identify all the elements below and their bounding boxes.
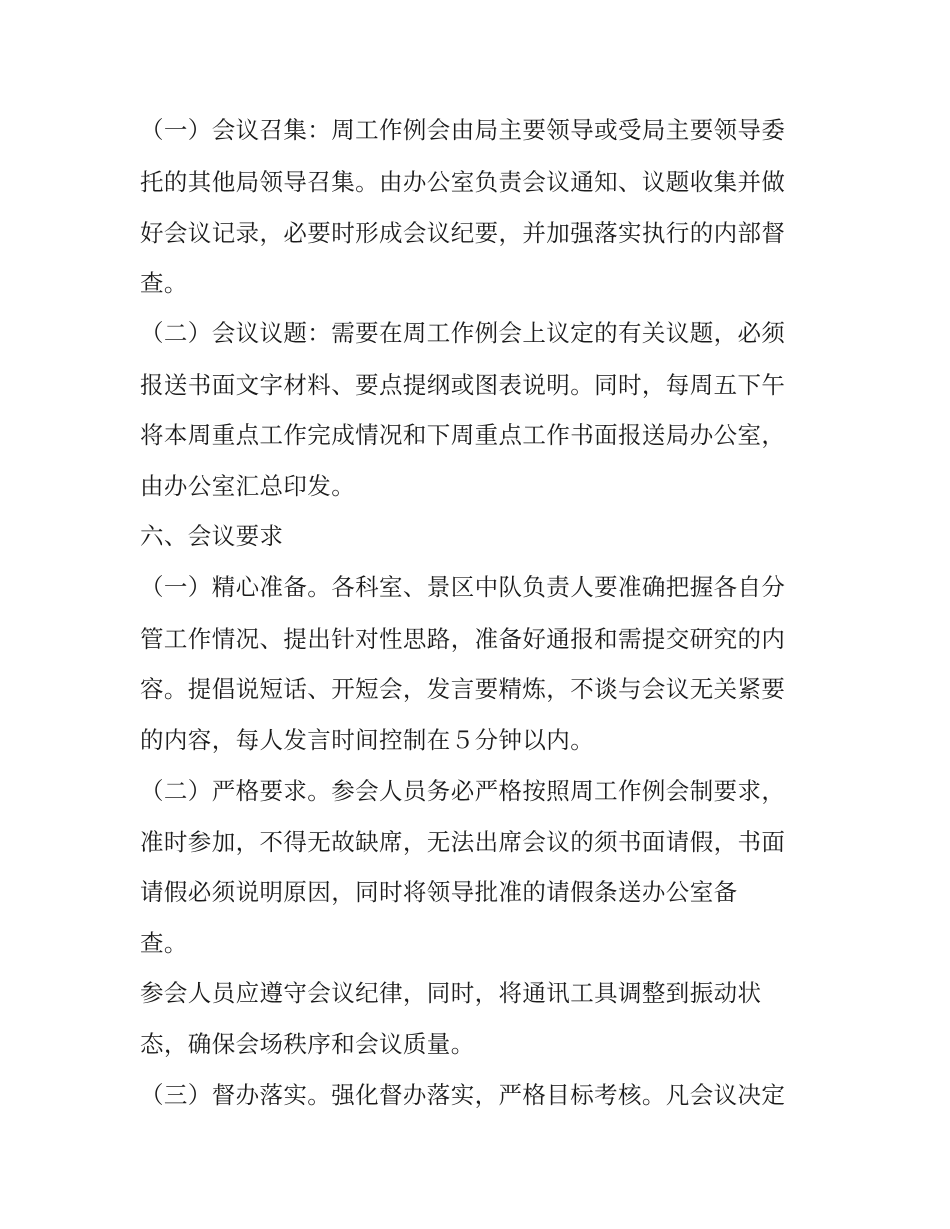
para-1-line-4: 查。 <box>140 269 188 297</box>
para-4-line-1: （二）严格要求。参会人员务必严格按照周工作例会制要求， <box>140 777 786 805</box>
para-1-line-2: 托的其他局领导召集。由办公室负责会议通知、议题收集并做 <box>140 168 786 196</box>
para-6-line-1: （三）督办落实。强化督办落实，严格目标考核。凡会议决定 <box>140 1081 786 1109</box>
para-5-line-1: 参会人员应遵守会议纪律，同时，将通讯工具调整到振动状 <box>140 979 762 1007</box>
para-3-line-3: 容。提倡说短话、开短会，发言要精炼，不谈与会议无关紧要 <box>140 675 786 703</box>
para-3-line-2: 管工作情况、提出针对性思路，准备好通报和需提交研究的内 <box>140 625 786 653</box>
para-3-line-1: （一）精心准备。各科室、景区中队负责人要准确把握各自分 <box>140 573 786 601</box>
para-2-line-2: 报送书面文字材料、要点提纲或图表说明。同时，每周五下午 <box>140 371 786 399</box>
para-3-line-4: 的内容，每人发言时间控制在５分钟以内。 <box>140 726 595 754</box>
para-4-line-3: 请假必须说明原因，同时将领导批准的请假条送办公室备 <box>140 878 738 906</box>
para-1-line-3: 好会议记录，必要时形成会议纪要，并加强落实执行的内部督 <box>140 219 786 247</box>
para-2-line-1: （二）会议议题：需要在周工作例会上议定的有关议题，必须 <box>140 319 786 347</box>
para-2-line-3: 将本周重点工作完成情况和下周重点工作书面报送局办公室， <box>140 421 786 449</box>
para-5-line-2: 态，确保会场秩序和会议质量。 <box>140 1030 475 1058</box>
para-2-line-4: 由办公室汇总印发。 <box>140 472 356 500</box>
section-heading: 六、会议要求 <box>140 522 284 550</box>
para-4-line-2: 准时参加，不得无故缺席，无法出席会议的须书面请假，书面 <box>140 828 786 856</box>
para-1-line-1: （一）会议召集：周工作例会由局主要领导或受局主要领导委 <box>140 116 786 144</box>
para-4-line-4: 查。 <box>140 929 188 957</box>
